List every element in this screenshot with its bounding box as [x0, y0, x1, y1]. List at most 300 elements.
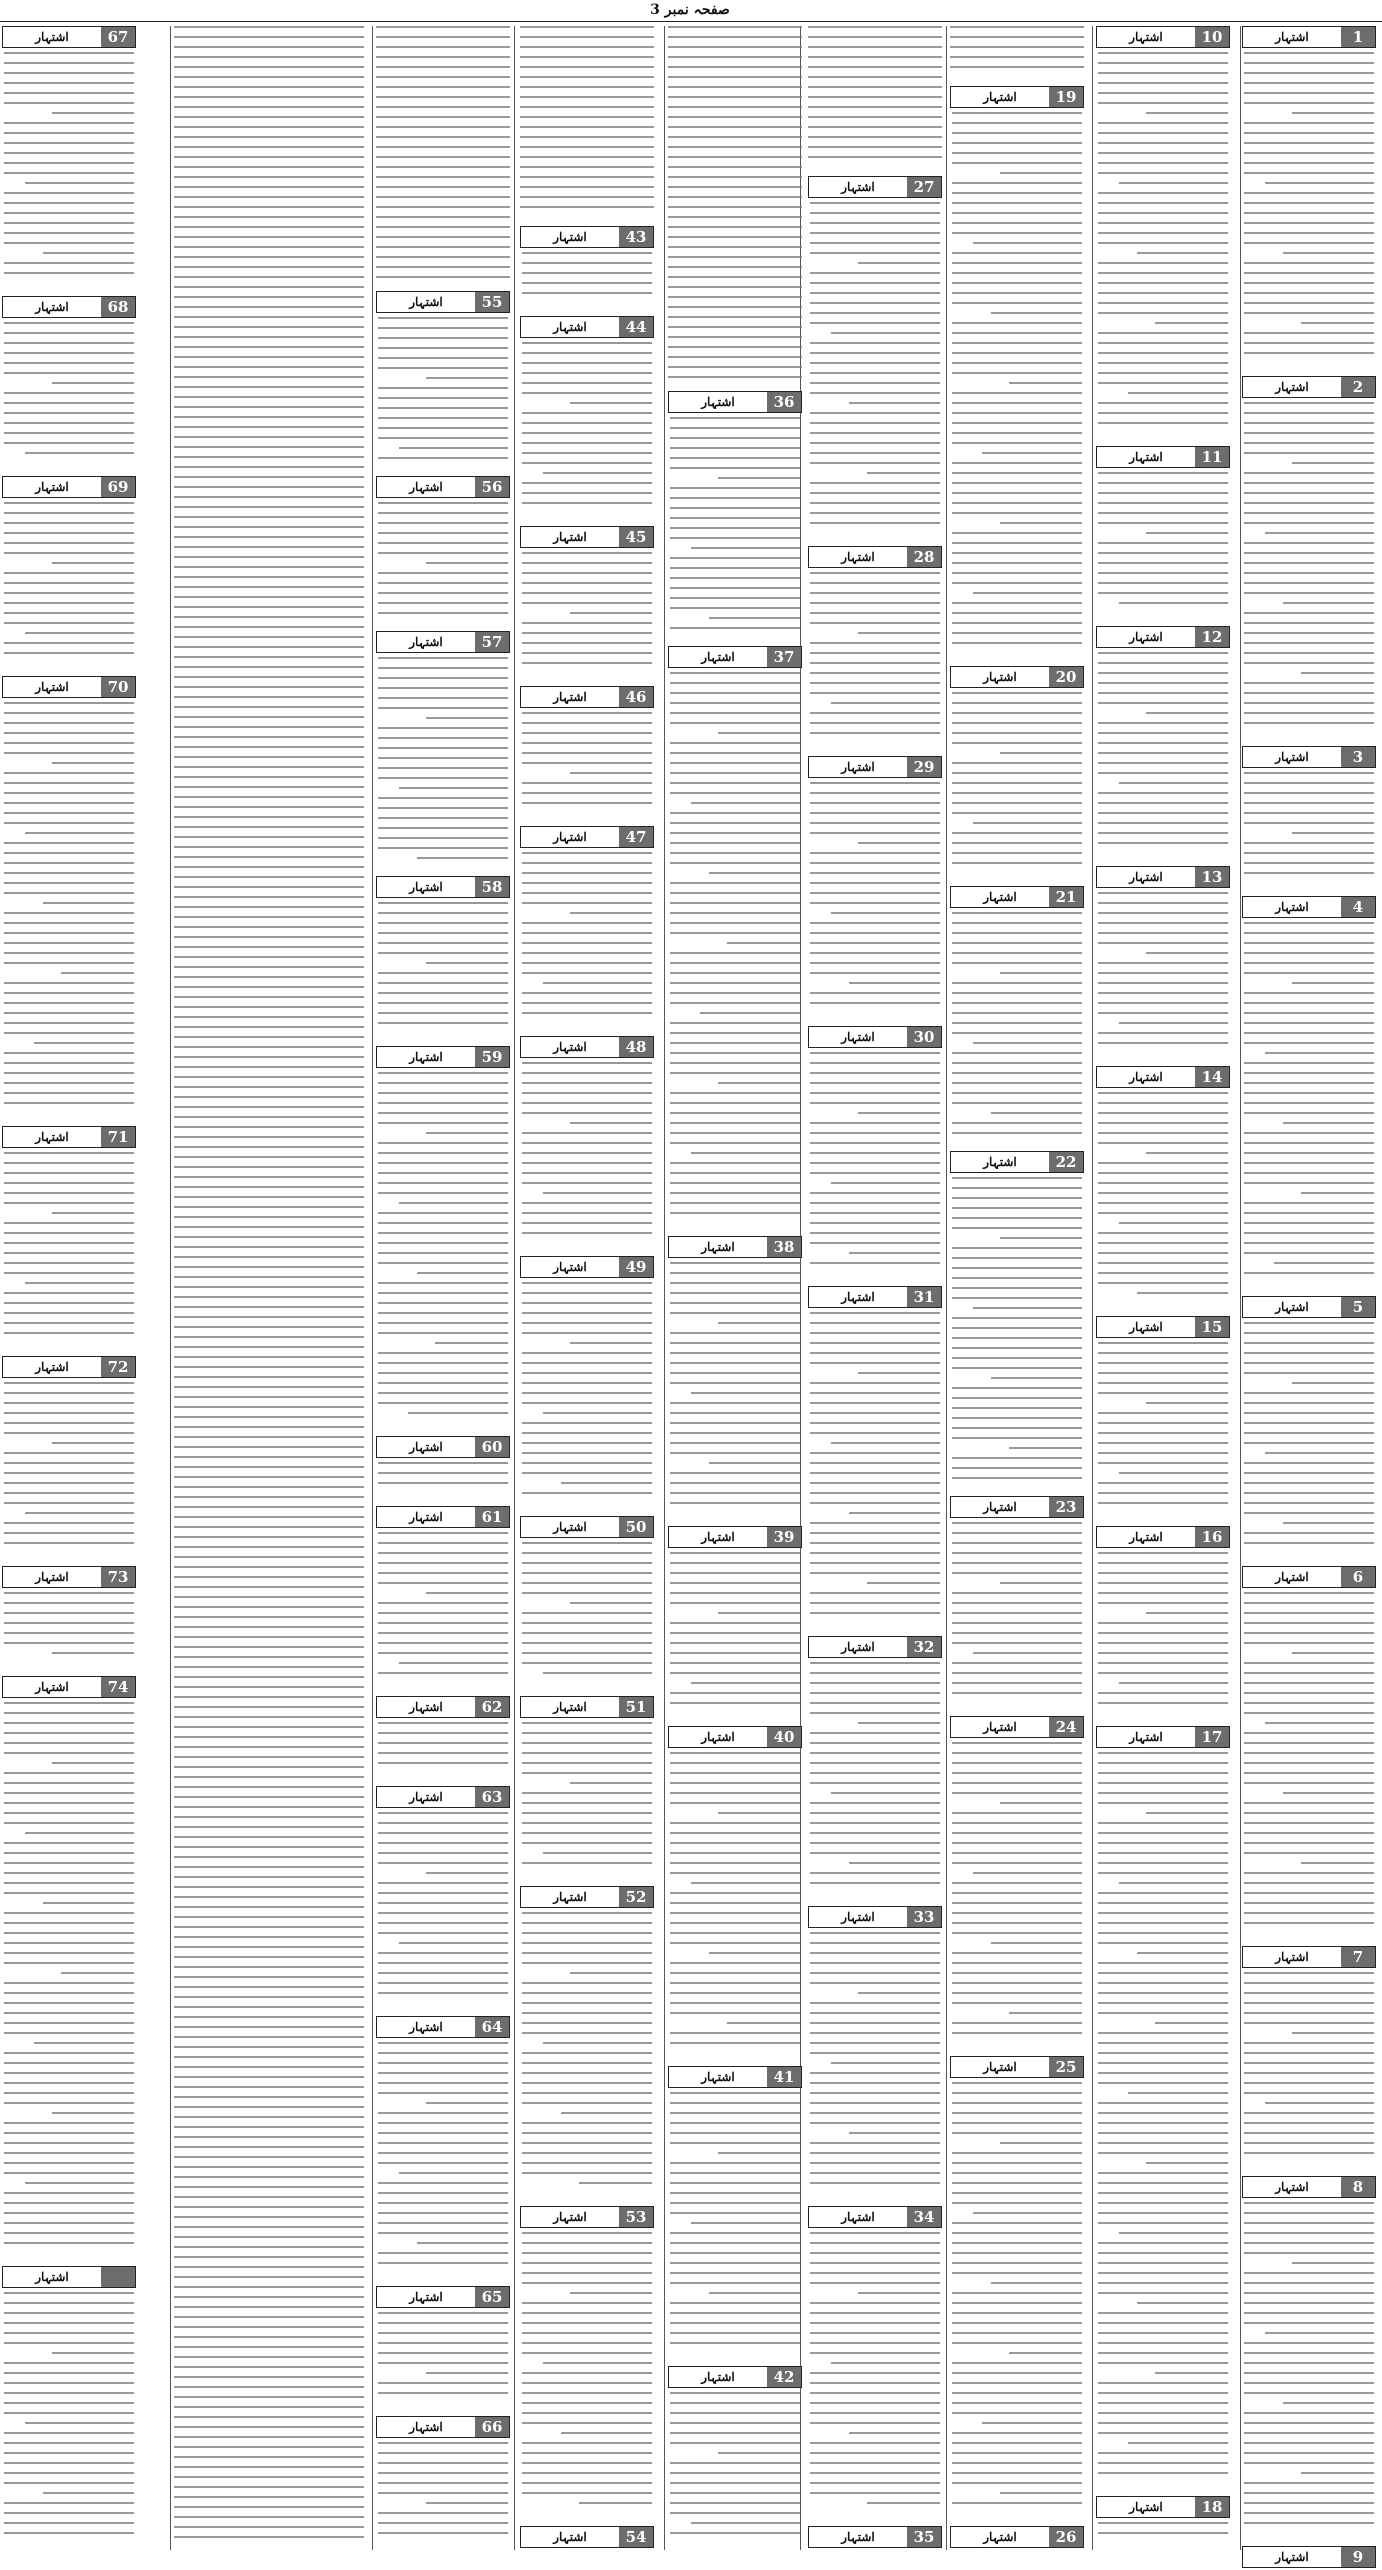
text-line [174, 2506, 364, 2508]
text-line [810, 1392, 940, 1394]
text-line [1244, 1222, 1374, 1224]
text-line [1098, 1502, 1228, 1504]
text-line [52, 2112, 134, 2114]
text-line [1244, 1482, 1374, 1484]
text-line [1244, 2092, 1374, 2094]
news-item-header [520, 1886, 654, 1908]
text-line [810, 1532, 940, 1534]
text-line [378, 317, 508, 319]
text-line [1098, 1482, 1228, 1484]
text-line [952, 862, 1082, 864]
text-line [522, 2342, 652, 2344]
text-line [4, 1822, 134, 1824]
text-line [1292, 1652, 1374, 1654]
text-line [4, 2022, 134, 2024]
text-line [810, 1402, 940, 1404]
news-item-number: 74 [101, 1677, 135, 1697]
news-item-header [520, 1256, 654, 1278]
text-line [668, 376, 802, 378]
text-line [952, 232, 1082, 234]
text-line [952, 1902, 1082, 1904]
text-line [849, 982, 940, 984]
news-item-number: 42 [767, 2367, 801, 2387]
text-line [952, 562, 1082, 564]
news-item-number: 10 [1195, 27, 1229, 47]
text-line [952, 1522, 1082, 1524]
text-line [718, 1612, 800, 1614]
text-line [378, 2052, 508, 2054]
news-item-number: 61 [475, 1507, 509, 1527]
text-line [174, 816, 364, 818]
text-line [522, 442, 652, 444]
text-line [668, 36, 802, 38]
text-line [670, 1622, 800, 1624]
text-line [670, 832, 800, 834]
news-item-number: 6 [1341, 1567, 1375, 1587]
text-line [4, 1962, 134, 1964]
text-line [1244, 232, 1374, 234]
text-line [1098, 1442, 1228, 1444]
text-line [1244, 2462, 1374, 2464]
text-line [952, 362, 1082, 364]
text-line [1244, 222, 1374, 224]
text-line [376, 256, 510, 258]
text-line [4, 2482, 134, 2484]
text-line [579, 2502, 652, 2504]
text-line [4, 1592, 134, 1594]
text-line [1098, 892, 1228, 894]
text-line [670, 1102, 800, 1104]
text-line [810, 1432, 940, 1434]
text-line [1098, 242, 1228, 244]
text-line [4, 2202, 134, 2204]
news-item-number: 4 [1341, 897, 1375, 917]
text-line [376, 46, 510, 48]
news-item-header [950, 2056, 1084, 2078]
text-line [378, 797, 508, 799]
news-item-header [2, 296, 136, 318]
text-line [4, 502, 134, 504]
text-line [1244, 1342, 1374, 1344]
text-line [1244, 592, 1374, 594]
text-line [1000, 1802, 1082, 1804]
text-line [378, 1252, 508, 1254]
text-line [952, 212, 1082, 214]
text-line [174, 1486, 364, 1488]
text-line [378, 1392, 508, 1394]
text-line [1283, 1522, 1374, 1524]
text-line [670, 1272, 800, 1274]
text-line [1244, 1542, 1374, 1544]
text-line [174, 1526, 364, 1528]
text-line [1244, 452, 1374, 454]
text-line [4, 362, 134, 364]
text-line [1244, 292, 1374, 294]
text-line [1098, 1592, 1228, 1594]
text-line [4, 2242, 134, 2244]
text-line [570, 1782, 652, 1784]
text-line [174, 566, 364, 568]
text-line [668, 366, 802, 368]
text-line [670, 1142, 800, 1144]
text-line [522, 1292, 652, 1294]
text-line [174, 936, 364, 938]
text-line [4, 2222, 134, 2224]
text-line [174, 1896, 364, 1898]
text-line [174, 716, 364, 718]
text-line [376, 66, 510, 68]
text-line [952, 1207, 1082, 1209]
text-line [1244, 2052, 1374, 2054]
text-line [1244, 132, 1374, 134]
text-line [522, 452, 652, 454]
text-line [522, 1102, 652, 1104]
text-line [378, 347, 508, 349]
text-line [670, 2232, 800, 2234]
text-line [174, 476, 364, 478]
text-line [174, 2046, 364, 2048]
text-line [858, 842, 940, 844]
text-line [4, 352, 134, 354]
text-line [670, 1852, 800, 1854]
text-line [378, 767, 508, 769]
text-line [378, 807, 508, 809]
text-line [1244, 872, 1374, 874]
text-line [43, 902, 134, 904]
text-line [378, 2212, 508, 2214]
text-line [858, 262, 940, 264]
text-line [950, 66, 1084, 68]
text-line [522, 1182, 652, 1184]
text-line [810, 2172, 940, 2174]
text-line [174, 986, 364, 988]
text-line [174, 1956, 364, 1958]
text-line [378, 2092, 508, 2094]
text-line [1000, 752, 1082, 754]
text-line [378, 437, 508, 439]
text-line [670, 2042, 800, 2044]
text-line [1098, 562, 1228, 564]
text-line [952, 1177, 1082, 1179]
text-line [950, 56, 1084, 58]
text-line [174, 266, 364, 268]
news-item-number: 16 [1195, 1527, 1229, 1547]
text-line [1098, 282, 1228, 284]
text-line [174, 866, 364, 868]
text-line [174, 2416, 364, 2418]
text-line [4, 1842, 134, 1844]
text-line [4, 2532, 134, 2534]
text-line [174, 1036, 364, 1038]
text-line [670, 2092, 800, 2094]
text-line [522, 1492, 652, 1494]
text-line [668, 286, 802, 288]
text-line [4, 1642, 134, 1644]
text-line [174, 726, 364, 728]
text-line [378, 1732, 508, 1734]
text-line [174, 246, 364, 248]
text-line [668, 206, 802, 208]
text-line [670, 2432, 800, 2434]
news-item-body [522, 1912, 652, 2202]
text-line [174, 46, 364, 48]
news-item-body [4, 502, 134, 672]
text-line [1098, 1582, 1228, 1584]
text-line [1098, 2452, 1228, 2454]
news-item-number: 73 [101, 1567, 135, 1587]
news-item-heading: اشتہار [1275, 750, 1309, 764]
text-line [1119, 182, 1228, 184]
text-line [522, 722, 652, 724]
text-line [1098, 1132, 1228, 1134]
text-line [973, 822, 1082, 824]
text-line [4, 1202, 134, 1204]
text-line [670, 517, 800, 519]
text-line [810, 1072, 940, 1074]
text-line [522, 1722, 652, 1724]
text-line [670, 1442, 800, 1444]
text-line [670, 557, 800, 559]
text-line [1244, 2232, 1374, 2234]
news-item [808, 1906, 942, 2202]
text-line [522, 552, 652, 554]
text-line [174, 386, 364, 388]
text-line [522, 2072, 652, 2074]
text-line [522, 1332, 652, 1334]
text-line [670, 1862, 800, 1864]
text-line [709, 2292, 800, 2294]
news-item [2, 1126, 136, 1352]
text-line [1098, 232, 1228, 234]
text-line [952, 942, 1082, 944]
news-item [808, 546, 942, 752]
text-line [378, 2472, 508, 2474]
news-item-header [376, 1696, 510, 1718]
news-item-heading: اشتہار [1275, 2550, 1309, 2564]
text-line [810, 662, 940, 664]
text-line [670, 2282, 800, 2284]
text-line [1244, 612, 1374, 614]
news-item [950, 1496, 1084, 1712]
text-line [810, 592, 940, 594]
text-line [174, 2206, 364, 2208]
text-line [4, 2462, 134, 2464]
text-line [4, 332, 134, 334]
text-line [1098, 1432, 1228, 1434]
text-line [670, 577, 800, 579]
text-line [378, 2232, 508, 2234]
news-item-header [1096, 26, 1230, 48]
text-line [952, 1082, 1082, 1084]
text-line [4, 2102, 134, 2104]
column-1 [1242, 26, 1376, 2566]
text-line [858, 1112, 940, 1114]
text-line [1098, 2062, 1228, 2064]
column-5 [668, 26, 802, 2550]
text-line [4, 2052, 134, 2054]
text-line [174, 756, 364, 758]
text-line [522, 1592, 652, 1594]
text-line [378, 2462, 508, 2464]
text-line [378, 1092, 508, 1094]
text-line [1301, 1862, 1374, 1864]
text-line [1009, 382, 1082, 384]
text-line [1098, 62, 1228, 64]
text-line [1244, 2002, 1374, 2004]
news-item [1096, 1066, 1230, 1312]
text-line [1098, 1182, 1228, 1184]
text-line [378, 2072, 508, 2074]
news-item-number: 38 [767, 1237, 801, 1257]
text-line [1098, 702, 1228, 704]
text-line [670, 587, 800, 589]
text-line [174, 1876, 364, 1878]
text-line [1098, 672, 1228, 674]
text-line [1000, 522, 1082, 524]
text-line [174, 856, 364, 858]
text-line [670, 1212, 800, 1214]
text-line [174, 1306, 364, 1308]
text-line [174, 1656, 364, 1658]
news-item-body [378, 317, 508, 472]
news-item [950, 2526, 1084, 2550]
text-line [174, 2376, 364, 2378]
text-line [810, 462, 940, 464]
text-line [1098, 2362, 1228, 2364]
news-item-heading: اشتہار [701, 1240, 735, 1254]
text-line [670, 2182, 800, 2184]
text-line [1009, 2352, 1082, 2354]
text-line [952, 2452, 1082, 2454]
text-line [1244, 1532, 1374, 1534]
text-line [810, 1942, 940, 1944]
text-line [174, 2106, 364, 2108]
text-line [52, 1442, 134, 1444]
news-item-header [376, 876, 510, 898]
text-line [670, 2212, 800, 2214]
news-item-heading: اشتہار [1129, 1320, 1163, 1334]
text-line [952, 2002, 1082, 2004]
text-line [378, 1472, 508, 1474]
text-line [174, 186, 364, 188]
text-line [520, 106, 654, 108]
text-line [1098, 1782, 1228, 1784]
text-line [709, 1462, 800, 1464]
text-line [4, 242, 134, 244]
text-line [522, 1082, 652, 1084]
text-line [1098, 572, 1228, 574]
news-item-body [522, 2232, 652, 2522]
text-line [952, 1672, 1082, 1674]
text-line [1098, 1802, 1228, 1804]
news-item-number: 53 [619, 2207, 653, 2227]
text-line [1098, 1392, 1228, 1394]
news-item [1096, 626, 1230, 862]
text-line [1244, 1322, 1374, 1324]
text-line [1098, 52, 1228, 54]
news-item-header [2, 2266, 136, 2288]
text-line [52, 562, 134, 564]
text-line [174, 666, 364, 668]
text-line [670, 2322, 800, 2324]
text-line [378, 1752, 508, 1754]
text-line [1155, 2022, 1228, 2024]
text-line [1098, 652, 1228, 654]
text-line [1155, 322, 1228, 324]
text-line [1244, 652, 1374, 654]
text-line [670, 2332, 800, 2334]
text-line [4, 222, 134, 224]
text-line [952, 1247, 1082, 1249]
text-line [952, 1467, 1082, 1469]
text-line [1119, 782, 1228, 784]
text-line [810, 1832, 940, 1834]
text-line [1244, 1022, 1374, 1024]
text-line [991, 1942, 1082, 1944]
text-line [4, 102, 134, 104]
text-line [174, 1516, 364, 1518]
text-line [1244, 242, 1374, 244]
text-line [174, 1016, 364, 1018]
text-line [670, 852, 800, 854]
text-line [810, 2072, 940, 2074]
text-line [1244, 2492, 1374, 2494]
text-line [952, 322, 1082, 324]
text-line [1098, 2042, 1228, 2044]
text-line [1244, 962, 1374, 964]
text-line [174, 776, 364, 778]
text-line [378, 1372, 508, 1374]
text-line [810, 1142, 940, 1144]
text-line [810, 1232, 940, 1234]
text-line [810, 1602, 940, 1604]
news-item-number: 52 [619, 1887, 653, 1907]
news-item-number: 48 [619, 1037, 653, 1057]
news-item-body [952, 692, 1082, 882]
text-line [1098, 2122, 1228, 2124]
text-line [952, 282, 1082, 284]
news-item-header [668, 2066, 802, 2088]
text-line [670, 972, 800, 974]
text-line [670, 1122, 800, 1124]
text-line [670, 1922, 800, 1924]
text-line [522, 432, 652, 434]
text-line [1244, 2312, 1374, 2314]
text-line [1098, 2262, 1228, 2264]
text-line [952, 1407, 1082, 1409]
text-line [378, 367, 508, 369]
news-item-body [522, 252, 652, 312]
text-line [1119, 1472, 1228, 1474]
text-line [174, 2326, 364, 2328]
text-line [52, 112, 134, 114]
text-line [1292, 112, 1374, 114]
text-line [1244, 1362, 1374, 1364]
text-line [1098, 1142, 1228, 1144]
text-line [808, 156, 942, 158]
text-line [174, 616, 364, 618]
news-item-header [1242, 376, 1376, 398]
news-item-heading: اشتہار [841, 180, 875, 194]
text-line [810, 2052, 940, 2054]
text-line [1244, 172, 1374, 174]
news-item-header [950, 1151, 1084, 1173]
text-line [174, 196, 364, 198]
news-item [668, 1526, 802, 1722]
text-line [522, 1732, 652, 1734]
news-item [2, 26, 136, 292]
text-line [1098, 192, 1228, 194]
